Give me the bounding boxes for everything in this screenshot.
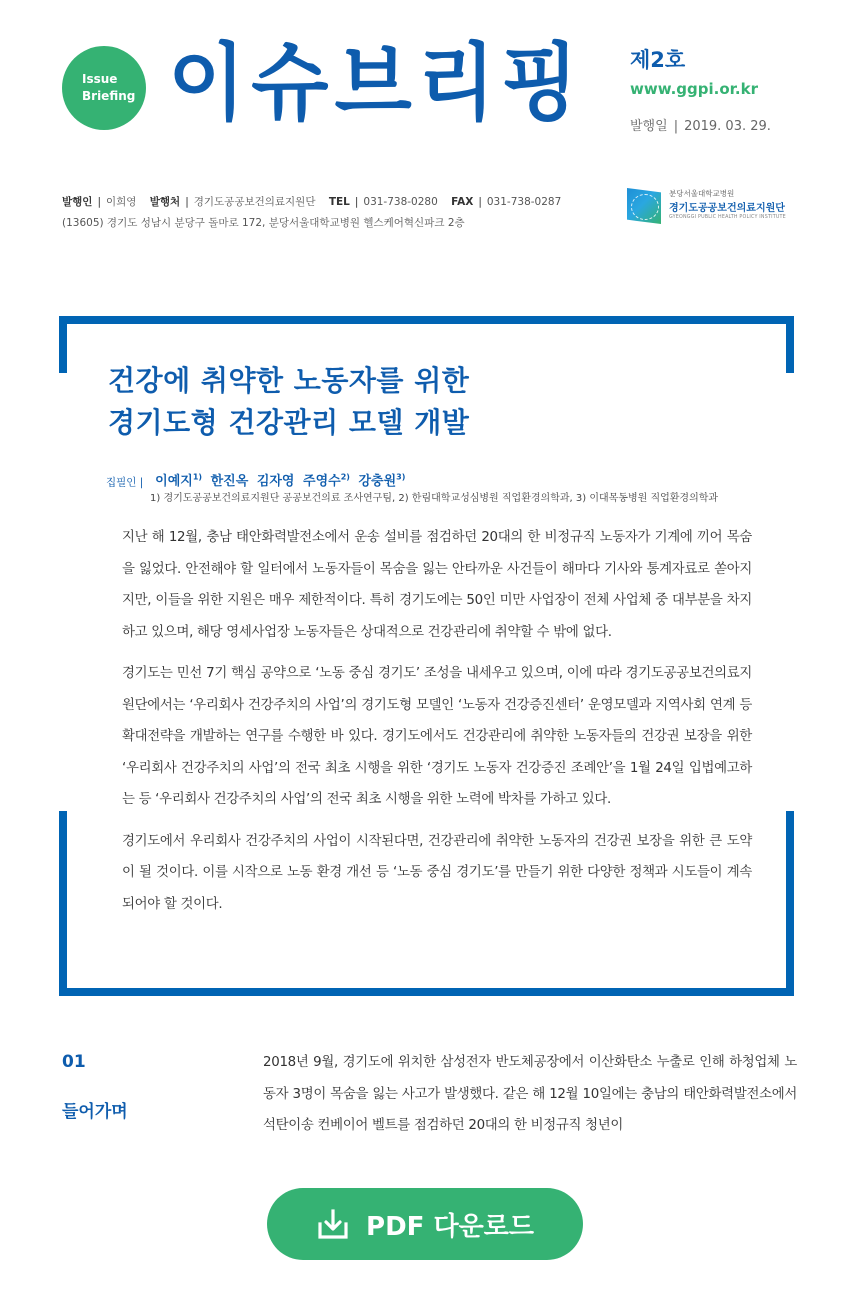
summary-paragraph: 경기도는 민선 7기 핵심 공약으로 ‘노동 중심 경기도’ 조성을 내세우고 있으며, 이에 따라 경기도공공보건의료지원단에서는 ‘우리회사 건강주치의 사업’의 경기도형 모델인 ‘노동자 건강증진센터’ 운영모델과 지역사회 연계 등 확대전략을 개발하는 연구를 수행한 바 있다. 경기도에서도 건강관리에 취약한 노동자들의 건강권 보장을 위한 ‘우리회사 건강주치의 사업’의 전국 최초 시행을 위한 ‘경기도 노동자 건강증진 조례안’을 1월 24일 입법예고하는 등 ‘우리회사 건강주치의 사업’의 전국 최초 시행을 위한 노력에 박차를 가하고 있다.	[122, 666, 752, 807]
frame-bottom-right-leg	[786, 811, 794, 996]
separator: |	[673, 119, 679, 134]
publisher-label: 발행인	[62, 196, 93, 208]
author-name: 김자영	[256, 474, 295, 490]
author-list	[155, 474, 405, 489]
frame-top-right-leg	[786, 316, 794, 373]
badge-line-2: Briefing	[82, 89, 136, 103]
issue-briefing-badge	[62, 46, 146, 130]
summary-text	[122, 522, 752, 930]
section-number: 01	[62, 1052, 86, 1072]
logo-hospital-name: 분당서울대학교병원	[669, 189, 735, 198]
badge-line-1: Issue	[82, 72, 118, 86]
author-name: 강충원	[358, 474, 397, 490]
authors	[106, 470, 405, 490]
logo-english-name: GYEONGGI PUBLIC HEALTH POLICY INSTITUTE	[669, 215, 786, 220]
summary-paragraph: 경기도에서 우리회사 건강주치의 사업이 시작된다면, 건강관리에 취약한 노동자의 건강권 보장을 위한 큰 도약이 될 것이다. 이를 시작으로 노동 환경 개선 등 ‘노동 중심 경기도’를 만들기 위한 다양한 정책과 시도들이 계속되어야 할 것이다.	[122, 833, 752, 912]
frame-bottom-bar	[59, 988, 794, 996]
article-title	[108, 360, 469, 444]
issuer-name: 경기도공공보건의료지원단	[193, 196, 316, 208]
tel-number: 031-738-0280	[363, 196, 438, 208]
publish-date-value: 2019. 03. 29.	[684, 119, 771, 134]
section-body: 2018년 9월, 경기도에 위치한 삼성전자 반도체공장에서 이산화탄소 누출로 인해 하청업체 노동자 3명이 목숨을 잃는 사고가 발생했다. 같은 해 12월 10일에는 충남의 태안화력발전소에서 석탄이송 컨베이어 벨트를 점검하던 20대의 한 비정규직 청년이	[263, 1055, 797, 1133]
tel-label: TEL	[328, 196, 350, 208]
issue-number: 제2호	[630, 48, 686, 72]
article-title-line-2: 경기도형 건강관리 모델 개발	[108, 406, 470, 439]
frame-top-bar	[59, 316, 794, 324]
logo-institute-name: 경기도공공보건의료지원단	[669, 203, 785, 214]
pdf-download-button[interactable]	[267, 1188, 583, 1260]
author-footnote: 3)	[396, 473, 406, 482]
publisher-name: 이희영	[105, 196, 137, 208]
authors-label: 집필인 |	[106, 476, 144, 489]
author-name: 한진옥	[210, 474, 249, 490]
author-name: 이예지	[155, 474, 193, 490]
frame-top-left-leg	[59, 316, 67, 373]
institute-logo	[627, 186, 802, 228]
fax-label: FAX	[451, 196, 474, 208]
address: (13605) 경기도 성남시 분당구 돌마로 172, 분당서울대학교병원 헬스케어혁신파크 2층	[62, 217, 465, 229]
author-footnote: 1)	[192, 473, 203, 482]
summary-paragraph: 지난 해 12월, 충남 태안화력발전소에서 운송 설비를 점검하던 20대의 한 비정규직 노동자가 기계에 끼어 목숨을 잃었다. 안전해야 할 일터에서 노동자들이 목숨을 잃는 안타까운 사건들이 해마다 기사와 통계자료로 쏟아지지만, 이들을 위한 지원은 매우 제한적이다. 특히 경기도에는 50인 미만 사업장이 전체 사업체 중 대부분을 차지하고 있으며, 해당 영세사업장 노동자들은 상대적으로 건강관리에 취약할 수 밖에 없다.	[122, 530, 752, 640]
masthead-title: 이슈브리핑	[168, 34, 585, 133]
website-link[interactable]: www.ggpi.or.kr	[630, 80, 758, 98]
issuer-label: 발행처	[149, 196, 181, 208]
article-title-line-1: 건강에 취약한 노동자를 위한	[108, 364, 470, 397]
author-footnote: 2)	[340, 473, 350, 482]
publish-date-label: 발행일	[630, 119, 668, 134]
publication-info	[62, 192, 561, 234]
pdf-download-label: PDF 다운로드	[366, 1211, 534, 1242]
institute-logo-icon	[627, 188, 661, 224]
publication-info-line-1: 발행인 | 이희영 발행처 | 경기도공공보건의료지원단 TEL | 031-738-0280 FAX | 031-738-0287	[62, 196, 562, 208]
frame-bottom-left-leg	[59, 811, 67, 996]
download-icon	[316, 1207, 350, 1241]
section-title: 들어가며	[62, 1102, 128, 1122]
author-affiliations: 1) 경기도공공보건의료지원단 공공보건의료 조사연구팀, 2) 한림대학교성심병원 직업환경의학과, 3) 이대목동병원 직업환경의학과	[150, 493, 719, 504]
author-name: 주영수	[303, 474, 341, 490]
publish-date	[630, 115, 771, 134]
fax-number: 031-738-0287	[486, 196, 562, 208]
